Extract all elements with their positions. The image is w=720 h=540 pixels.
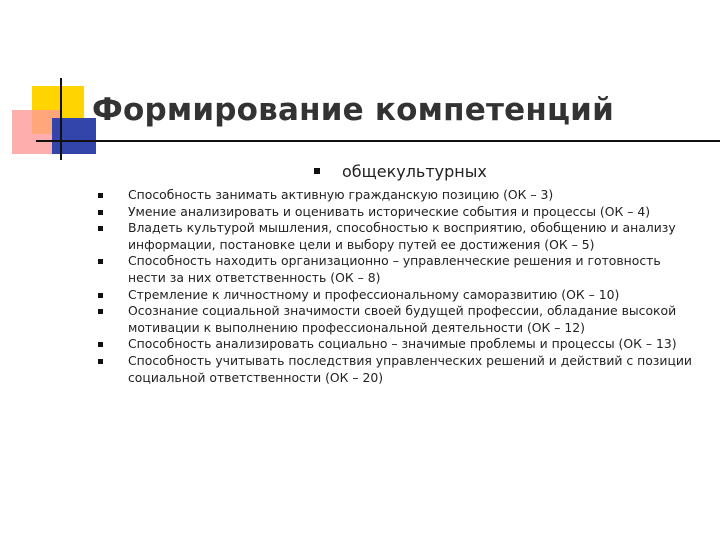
list-item-text: Осознание социальной значимости своей будущей профессии, обладание высокой мотивации к выполнению профессиональной деятельности (ОК – 12) [128, 303, 677, 335]
slide-title: Формирование компетенций [92, 92, 615, 128]
list-item [98, 287, 698, 304]
list-item [98, 220, 698, 253]
subheading [314, 162, 487, 181]
list-item-text: Способность учитывать последствия управленческих решений и действий с позиции социальной ответственности (ОК – 20) [128, 352, 692, 385]
list-item [98, 204, 698, 221]
list-item [98, 336, 698, 353]
list-item [98, 187, 698, 204]
list-item [98, 303, 698, 336]
bullet-icon [98, 309, 103, 314]
list-item [98, 353, 698, 386]
subheading-text: общекультурных [342, 162, 487, 181]
bullet-icon [98, 193, 103, 198]
bullet-icon [98, 210, 103, 215]
list-item-text: Способность находить организационно – управленческие решения и готовность нести за них ответственность (ОК – 8) [128, 253, 661, 285]
list-item-text: Способность анализировать социально – значимые проблемы и процессы (ОК – 13) [128, 336, 677, 352]
bullet-icon [98, 226, 103, 231]
list-item-text: Владеть культурой мышления, способностью к восприятию, обобщению и анализу информации, постановке цели и выбору путей ее достижения (ОК – 5) [128, 220, 676, 252]
decorative-blue-square [52, 118, 96, 154]
list-item-text: Стремление к личностному и профессиональному саморазвитию (ОК – 10) [128, 286, 620, 302]
competency-list [98, 187, 698, 386]
list-item [98, 253, 698, 286]
bullet-icon [98, 342, 103, 347]
list-item-text: Умение анализировать и оценивать исторические события и процессы (ОК – 4) [128, 203, 651, 219]
bullet-icon [98, 359, 103, 364]
title-underline [36, 140, 720, 142]
decorative-vertical-line [60, 78, 62, 160]
bullet-icon [314, 168, 320, 174]
bullet-icon [98, 293, 103, 298]
bullet-icon [98, 259, 103, 264]
list-item-text: Способность занимать активную гражданскую позицию (ОК – 3) [128, 187, 554, 202]
